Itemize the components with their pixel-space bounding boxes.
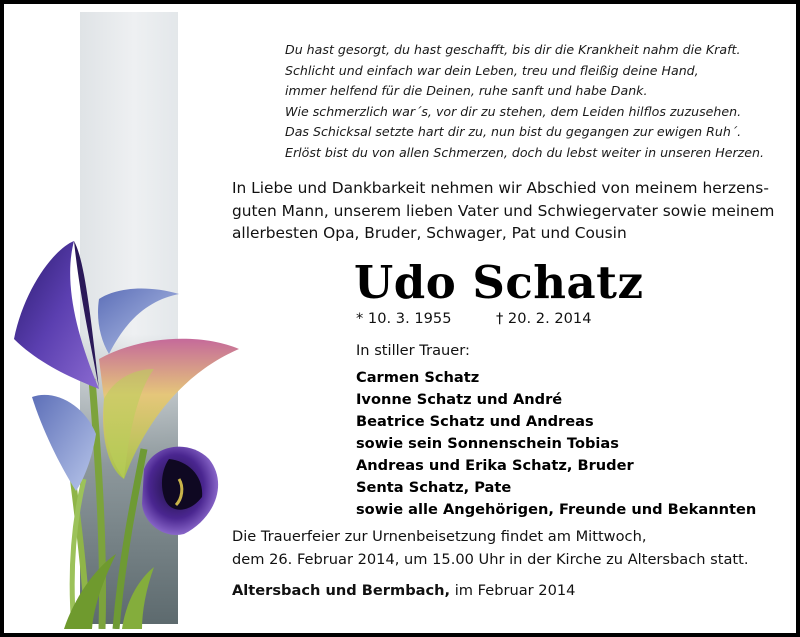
poem-line: Schlicht und einfach war dein Leben, treu und fleißig deine Hand, bbox=[285, 62, 699, 78]
mourner: Senta Schatz, Pate bbox=[356, 479, 512, 496]
birth-date: * 10. 3. 1955 bbox=[356, 310, 452, 327]
mourner: Beatrice Schatz und Andreas bbox=[356, 413, 594, 430]
mourning-label: In stiller Trauer: bbox=[356, 342, 470, 359]
intro-line: allerbesten Opa, Bruder, Schwager, Pat und Cousin bbox=[232, 224, 627, 242]
intro-text bbox=[232, 177, 792, 245]
mourner: sowie sein Sonnenschein Tobias bbox=[356, 435, 619, 452]
mourner: Andreas und Erika Schatz, Bruder bbox=[356, 457, 634, 474]
poem-line: Erlöst bist du von allen Schmerzen, doch du lebst weiter in unseren Herzen. bbox=[285, 144, 764, 160]
death-date: † 20. 2. 2014 bbox=[496, 310, 592, 327]
place-date: im Februar 2014 bbox=[450, 582, 576, 599]
life-dates bbox=[356, 310, 592, 327]
poem-line: immer helfend für die Deinen, ruhe sanft und habe Dank. bbox=[285, 83, 648, 99]
poem-line: Wie schmerzlich war´s, vor dir zu stehen, dem Leiden hilflos zuzusehen. bbox=[285, 103, 742, 119]
mourner: sowie alle Angehörigen, Freunde und Bekannten bbox=[356, 501, 757, 518]
deceased-name: Udo Schatz bbox=[354, 256, 644, 309]
poem-line: Du hast gesorgt, du hast geschafft, bis dir die Krankheit nahm die Kraft. bbox=[285, 42, 741, 57]
calla-lily-illustration bbox=[4, 229, 264, 629]
funeral-line: dem 26. Februar 2014, um 15.00 Uhr in der Kirche zu Altersbach statt. bbox=[232, 550, 749, 568]
mourners-list bbox=[356, 367, 756, 521]
place-towns: Altersbach und Bermbach, bbox=[232, 582, 451, 599]
mourner: Carmen Schatz bbox=[356, 369, 480, 386]
mourner: Ivonne Schatz und André bbox=[356, 391, 563, 408]
obituary-notice bbox=[4, 4, 796, 633]
funeral-line: Die Trauerfeier zur Urnenbeisetzung findet am Mittwoch, bbox=[232, 528, 647, 545]
funeral-info bbox=[232, 526, 749, 571]
intro-line: In Liebe und Dankbarkeit nehmen wir Abschied von meinem herzens- bbox=[232, 179, 769, 197]
poem-line: Das Schicksal setzte hart dir zu, nun bist du gegangen zur ewigen Ruh´. bbox=[285, 124, 742, 140]
poem bbox=[285, 40, 785, 164]
place-and-date bbox=[232, 582, 575, 599]
intro-line: guten Mann, unserem lieben Vater und Schwiegervater sowie meinem bbox=[232, 201, 775, 220]
